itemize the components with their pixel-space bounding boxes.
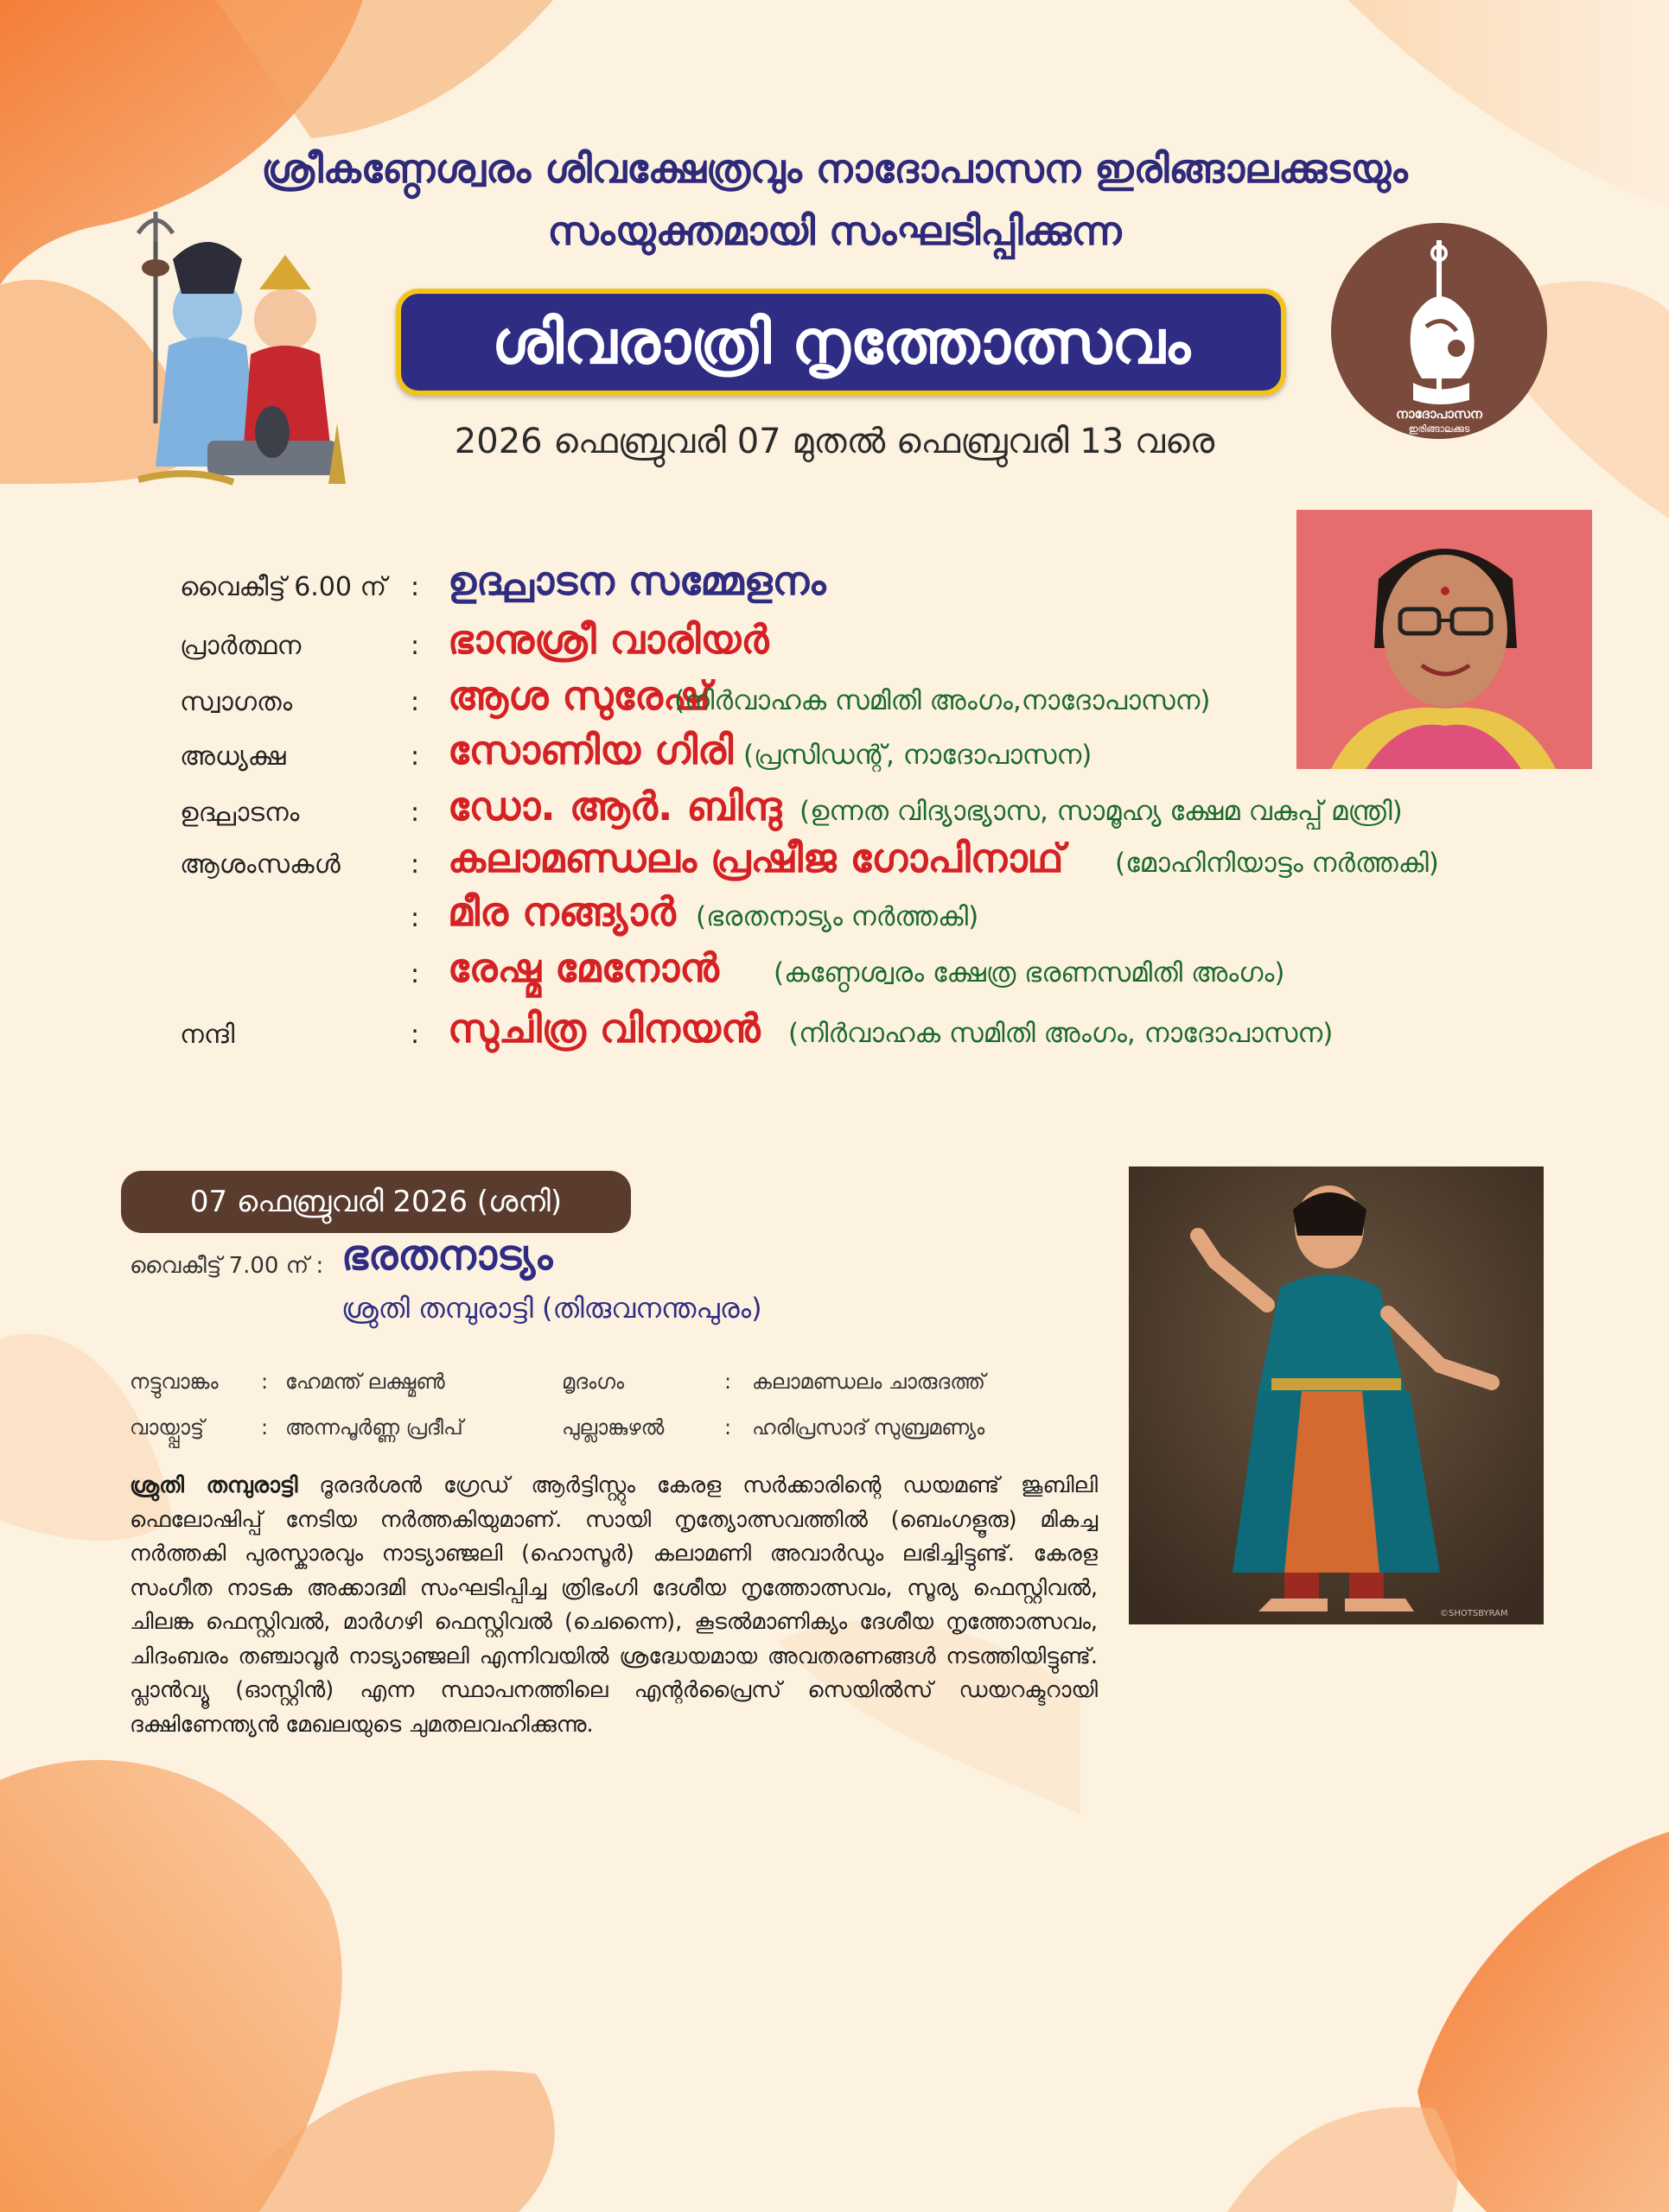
artist-bio-text: ദൂരദർശൻ ഗ്രേഡ് ആർട്ടിസ്റ്റും കേരള സർക്കാരിന്റെ ഡയമണ്ട് ജൂബിലി ഫെലോഷിപ്പ് നേടിയ നർത്തകിയുമാണ്. സായി നൃത്യോത്സവത്തിൽ (ബെംഗളൂരു) മികച്ച നർത്തകി പുരസ്കാരവും നാട്യാഞ്ജലി (ഹൊസൂർ) കലാമണി അവാർഡും ലഭിച്ചിട്ടുണ്ട്. കേരള സംഗീത നാടക അക്കാദമി സംഘടിപ്പിച്ച ത്രിഭംഗി ദേശീയ നൃത്തോത്സവം, സൂര്യ ഫെസ്റ്റിവൽ, ചിലങ്ക ഫെസ്റ്റിവൽ, മാർഗഴി ഫെസ്റ്റിവൽ (ചെന്നൈ), കൂടൽമാണിക്യം ദേശീയ നൃത്തോത്സവം, ചിദംബരം തഞ്ചാവൂർ നാട്യാഞ്ജലി എന്നിവയിൽ ശ്രദ്ധേയമായ അവതരണങ്ങൾ നടത്തിയിട്ടുണ്ട്. പ്ലാൻവ്യൂ (ഓസ്റ്റിൻ) എന്ന സ്ഥാപനത്തിലെ എന്റർപ്രൈസ് സെയിൽസ് ഡയറക്ടറായി ദക്ഷിണേന്ത്യൻ മേഖലയുടെ ചുമതലവഹിക്കുന്നു. — [130, 1472, 1098, 1738]
performance-time: വൈകീട്ട് 7.00 ന് : — [130, 1253, 324, 1279]
row-colon: : — [411, 631, 420, 661]
photo-credit: ©SHOTSBYRAM — [1440, 1609, 1508, 1618]
row-name-felicitation-2: മീര നങ്ങ്യാർ — [448, 888, 676, 935]
row-label-prayer: പ്രാർത്ഥന — [180, 631, 302, 661]
credit-colon: : — [261, 1370, 269, 1394]
credit-colon: : — [261, 1415, 269, 1440]
header-line-2: സംയുക്തമായി സംഘടിപ്പിക്കുന്ന — [547, 207, 1122, 254]
row-colon: : — [411, 959, 420, 989]
day-date-pill — [121, 1171, 631, 1233]
logo-name: നാദോപാസന — [1396, 406, 1482, 422]
row-name-prayer: ഭാനുശ്രീ വാരിയർ — [448, 616, 769, 663]
row-name-felicitation-1: കലാമണ്ഡലം പ്രഷീജ ഗോപിനാഥ് — [448, 835, 1064, 881]
credit-value-mridangam: കലാമണ്ഡലം ചാരുദത്ത് — [752, 1370, 985, 1394]
row-name-president: സോണിയ ഗിരി — [448, 727, 734, 773]
speaker-portrait — [1296, 510, 1592, 769]
header-line-1: ശ്രീകണ്ഠേശ്വരം ശിവക്ഷേത്രവും നാദോപാസന ഇരിങ്ങാലക്കുടയും — [261, 145, 1408, 192]
row-role-inaugurator: (ഉന്നത വിദ്യാഭ്യാസ, സാമൂഹ്യ ക്ഷേമ വകുപ്പ് മന്ത്രി) — [799, 796, 1403, 827]
row-name-thanks: സുചിത്ര വിനയൻ — [448, 1005, 761, 1052]
row-colon: : — [411, 572, 420, 602]
row-role-felicitation-1: (മോഹിനിയാട്ടം നർത്തകി) — [1115, 848, 1439, 879]
row-role-felicitation-3: (കണ്ഠേശ്വരം ക്ഷേത്ര ഭരണസമിതി അംഗം) — [774, 957, 1285, 988]
row-label-thanks: നന്ദി — [180, 1020, 235, 1050]
event-title: ശിവരാത്രി നൃത്തോത്സവം — [491, 306, 1191, 378]
row-name-inaugurator: ഡോ. ആർ. ബിന്ദു — [448, 783, 782, 830]
row-label-time: വൈകീട്ട് 6.00 ന് — [180, 572, 387, 602]
row-label-welcome: സ്വാഗതം — [180, 687, 293, 717]
row-name-inauguration: ഉദ്ഘാടന സമ്മേളനം — [448, 557, 826, 604]
performance-art: ഭരതനാട്യം — [341, 1231, 553, 1280]
credit-label-vocal: വായ്പ്പാട്ട് — [130, 1415, 205, 1440]
credit-value-vocal: അന്നപൂർണ്ണ പ്രദീപ് — [285, 1415, 463, 1440]
event-title-banner — [396, 289, 1286, 396]
dancer-photo — [1129, 1166, 1544, 1624]
credit-label-nattuvangam: നട്ടുവാങ്കം — [130, 1370, 219, 1394]
credit-label-flute: പുല്ലാങ്കുഴൽ — [562, 1415, 665, 1440]
credit-colon: : — [724, 1370, 732, 1394]
artist-bio — [130, 1469, 1098, 1742]
credit-label-mridangam: മൃദംഗം — [562, 1370, 625, 1394]
logo-place: ഇരിങ്ങാലക്കുട — [1408, 423, 1470, 435]
row-role-welcome: (നിർവാഹക സമിതി അംഗം,നാദോപാസന) — [674, 685, 1211, 716]
shiva-parvati-illustration — [121, 207, 372, 493]
row-colon: : — [411, 798, 420, 828]
credit-value-nattuvangam: ഹേമന്ത് ലക്ഷ്മൺ — [285, 1370, 445, 1394]
row-name-felicitation-3: രേഷ്മ മേനോൻ — [448, 944, 719, 991]
credit-value-flute: ഹരിപ്രസാദ് സുബ്രമണ്യം — [752, 1415, 985, 1440]
event-date-range: 2026 ഫെബ്രുവരി 07 മുതൽ ഫെബ്രുവരി 13 വരെ — [454, 422, 1215, 461]
row-label-felicitation: ആശംസകൾ — [180, 849, 341, 880]
row-role-felicitation-2: (ഭരതനാട്യം നർത്തകി) — [696, 901, 979, 932]
row-colon: : — [411, 741, 420, 772]
row-role-president: (പ്രസിഡന്റ്, നാദോപാസന) — [743, 740, 1092, 771]
row-colon: : — [411, 1020, 420, 1050]
performance-artist: ശ്രുതി തമ്പുരാട്ടി (തിരുവനന്തപുരം) — [341, 1292, 762, 1325]
row-role-thanks: (നിർവാഹക സമിതി അംഗം, നാദോപാസന) — [788, 1018, 1334, 1049]
credit-colon: : — [724, 1415, 732, 1440]
row-colon: : — [411, 687, 420, 717]
row-label-president: അധ്യക്ഷ — [180, 741, 286, 772]
row-label-inaugurator: ഉദ്ഘാടനം — [180, 798, 300, 828]
day-date: 07 ഫെബ്രുവരി 2026 (ശനി) — [189, 1185, 563, 1219]
artist-bio-name: ശ്രുതി തമ്പുരാട്ടി — [130, 1472, 298, 1498]
row-colon: : — [411, 903, 420, 933]
row-name-welcome: ആശ സുരേഷ് — [448, 672, 710, 719]
row-colon: : — [411, 849, 420, 880]
